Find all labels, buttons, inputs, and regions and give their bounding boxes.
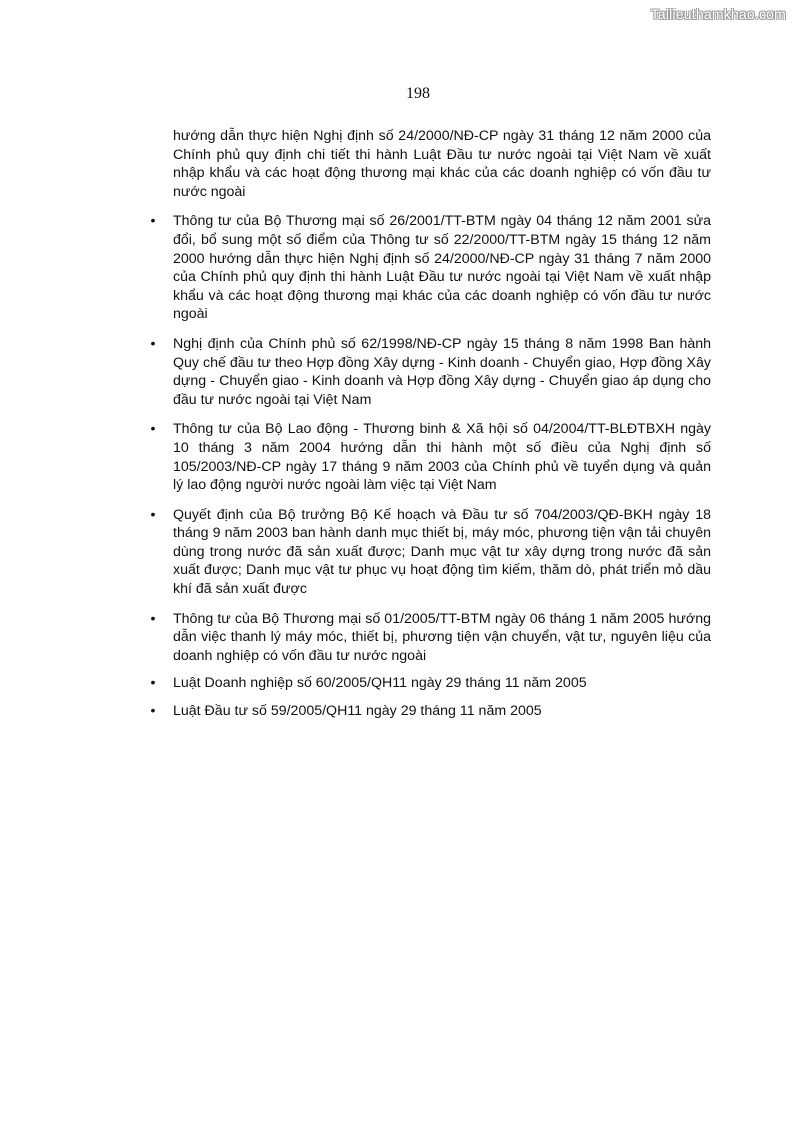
bullet-icon: • [150,335,156,352]
list-item-text: Quyết định của Bộ trưởng Bộ Kế hoạch và Đầu tư số 704/2003/QĐ-BKH ngày 18 tháng 9 năm 2003 ban hành danh mục thiết bị, máy móc, phương tiện vận tải chuyên dùng trong nước đã sản xuất được; Danh mục vật tư xây dựng trong nước đã sản xuất được; Danh mục vật tư phục vụ hoạt động tìm kiếm, thăm dò, phát triển mỏ dầu khí đã sản xuất được [173,506,711,598]
list-item [150,702,711,721]
bullet-icon: • [150,675,156,692]
list-item-text: Luật Doanh nghiệp số 60/2005/QH11 ngày 29 tháng 11 năm 2005 [173,675,587,692]
watermark: Tailieuthamkhao.com [650,6,786,22]
list-item-text: Thông tư của Bộ Thương mại số 26/2001/TT-BTM ngày 04 tháng 12 năm 2001 sửa đổi, bổ sung một số điểm của Thông tư số 22/2000/TT-BTM ngày 15 tháng 12 năm 2000 hướng dẫn thực hiện Nghị định số 24/2000/NĐ-CP ngày 31 tháng 7 năm 2000 của Chính phủ quy định thi hành Luật Đầu tư nước ngoài tại Việt Nam về xuất nhập khẩu và các hoạt động thương mại khác của các doanh nghiệp có vốn đầu tư nước ngoài [173,213,711,323]
list-item-text: Nghị định của Chính phủ số 62/1998/NĐ-CP ngày 15 tháng 8 năm 1998 Ban hành Quy chế đầu tư theo Hợp đồng Xây dựng - Kinh doanh - Chuyển giao, Hợp đồng Xây dựng - Chuyển giao - Kinh doanh và Hợp đồng Xây dựng - Chuyển giao áp dụng cho đầu tư nước ngoài tại Việt Nam [173,335,711,408]
list-item [150,212,711,324]
list-item-text: Thông tư của Bộ Thương mại số 01/2005/TT-BTM ngày 06 tháng 1 năm 2005 hướng dẫn việc thanh lý máy móc, thiết bị, phương tiện vận chuyển, vật tư, nguyên liệu của doanh nghiệp có vốn đầu tư nước ngoài [173,610,711,664]
list-item [150,610,711,666]
bullet-icon: • [150,421,156,438]
continued-paragraph: hướng dẫn thực hiện Nghị định số 24/2000/NĐ-CP ngày 31 tháng 12 năm 2000 của Chính phủ quy định chi tiết thi hành Luật Đầu tư nước ngoài tại Việt Nam về xuất nhập khẩu và các hoạt động thương mại khác của các doanh nghiệp có vốn đầu tư nước ngoài [173,128,711,200]
bullet-icon: • [150,506,156,523]
list-item [150,420,711,494]
list-item [150,335,711,409]
bullet-icon: • [150,213,156,230]
list-item-text: Thông tư của Bộ Lao động - Thương binh & Xã hội số 04/2004/TT-BLĐTBXH ngày 10 tháng 3 năm 2004 hướng dẫn thi hành một số điều của Nghị định số 105/2003/NĐ-CP ngày 17 tháng 9 năm 2003 của Chính phủ về tuyển dụng và quản lý lao động người nước ngoài làm việc tại Việt Nam [173,421,711,494]
document-body [150,127,711,721]
list-item [150,674,711,693]
list-item [150,506,711,599]
bullet-icon: • [150,703,156,720]
list-item-text: Luật Đầu tư số 59/2005/QH11 ngày 29 tháng 11 năm 2005 [173,703,542,720]
bullet-icon: • [150,610,156,627]
page-number: 198 [406,85,430,102]
